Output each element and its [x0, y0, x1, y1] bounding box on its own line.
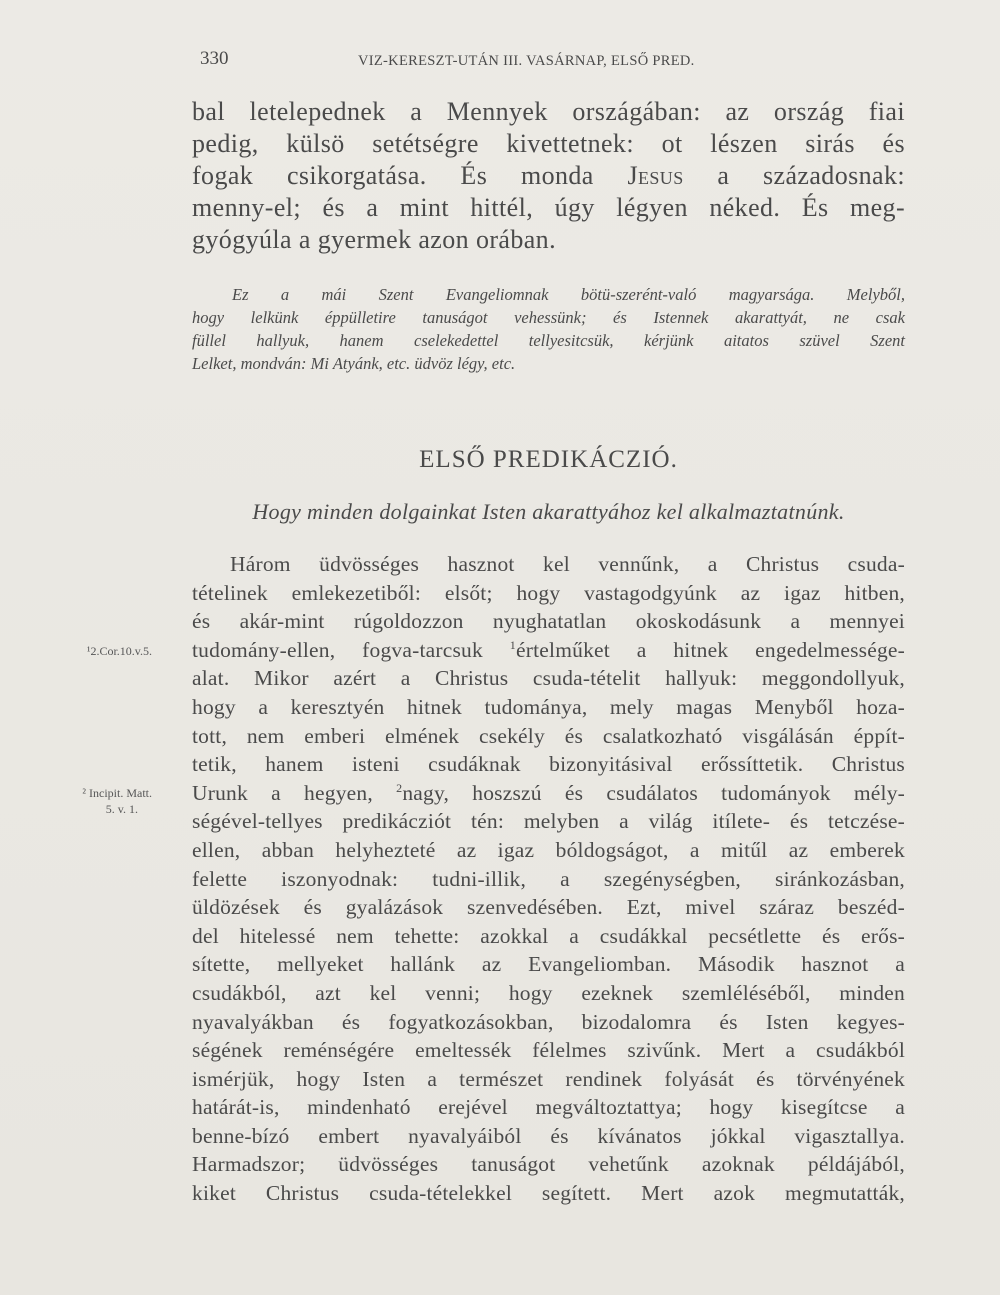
text-line: ellen, abban helyhezteté az igaz bóldogságot, a mitűl az emberek [192, 837, 905, 862]
introduction-paragraph [192, 283, 905, 375]
text-segment: Urunk a hegyen, [192, 780, 397, 805]
text-line: ségével-tellyes predikácziót tén: melyben a világ itílete- és tetczése- [192, 809, 905, 834]
text-line: felette iszonyodnak: tudni-illik, a szegénységben, siránkozásban, [192, 866, 905, 891]
text-line [192, 160, 905, 192]
text-line: és akár-mint rúgoldozzon nyughatatlan okoskodásunk a mennyei [192, 609, 905, 634]
text-line: benne-bízó embert nyavalyáiból és kívánatos jókkal vigasztallya. [192, 1123, 905, 1148]
text-line: menny-el; és a mint hittél, úgy légyen néked. És meg- [192, 193, 905, 222]
section-title: ELSŐ PREDIKÁCZIÓ. [419, 446, 678, 473]
margin-note: ¹2.Cor.10.v.5. [86, 644, 152, 658]
text-line: tételinek emlekezetiből: elsőt; hogy vastagodgyúnk az igaz hitben, [192, 580, 905, 605]
text-line: tott, nem emberi elmének csekély és csalatkozható visgálásán éppít- [192, 723, 905, 748]
text-line: pedig, külsö setétségre kivettetnek: ot lészen sirás és [192, 129, 905, 158]
text-line: Harmadszor; üdvösséges tanuságot vehetűnk azoknak példájából, [192, 1152, 905, 1177]
jesus-name: Jesus [627, 161, 684, 190]
text-line: sítette, mellyeket hallánk az Evangeliomban. Második hasznot a [192, 952, 905, 977]
running-header [0, 44, 1000, 74]
text-segment: fogak csikorgatása. És monda [192, 161, 628, 190]
text-line: csudákból, azt kel venni; hogy ezeknek szemléléséből, minden [192, 980, 905, 1005]
sermon-body-paragraph [192, 550, 905, 1208]
text-line [192, 779, 905, 808]
running-head-title: VIZ-KERESZT-UTÁN III. VASÁRNAP, ELSŐ PRED. [358, 53, 695, 69]
text-segment: nagy, hoszszú és csudálatos tudományok mély- [402, 780, 906, 805]
text-line: Három üdvösséges hasznot kel vennűnk, a Christus csuda- [230, 552, 905, 576]
text-line: ségének reménségére emeltessék félelmes szivűnk. Mert a csudákból [192, 1038, 905, 1063]
footnote-marker: 2 [396, 780, 403, 795]
margin-note: ² Incipit. Matt. [82, 786, 152, 800]
text-line: ismérjük, hogy Isten a természet rendinek folyását és törvényének [192, 1066, 905, 1091]
text-line: nyavalyákban és fogyatkozásokban, bizodalomra és Isten kegyes- [192, 1009, 905, 1034]
text-line: határát-is, mindenható erejével megváltoztattya; hogy kisegítcse a [192, 1095, 905, 1120]
text-line: hogy lelkünk éppülletire tanuságot vehessünk; és Istennek akarattyát, ne csak [192, 308, 905, 327]
text-line: Lelket, mondván: Mi Atyánk, etc. üdvöz légy, etc. [192, 354, 516, 373]
footnote-marker: 1 [509, 637, 516, 652]
text-line: bal letelepednek a Mennyek országában: az ország fiai [192, 97, 905, 126]
text-line: üldözések és gyalázások szenvedésében. Ezt, mivel száraz beszéd- [192, 895, 905, 920]
text-segment: tudomány-ellen, fogva-tarcsuk [192, 637, 510, 662]
text-line: gyógyúla a gyermek azon orában. [192, 225, 556, 254]
gospel-text-paragraph [192, 96, 905, 256]
text-line: tetik, hanem isteni csudáknak bizonyitásival erőssíttetik. Christus [192, 752, 905, 777]
text-line: kiket Christus csuda-tételekkel segített. Mert azok megmutatták, [192, 1181, 905, 1206]
text-line: alat. Mikor azért a Christus csuda-tételit hallyuk: meggondollyuk, [192, 666, 905, 691]
margin-note: 5. v. 1. [105, 802, 138, 816]
text-line: füllel hallyuk, hanem cselekedettel tellyesitcsük, kérjünk aitatos szüvel Szent [192, 331, 905, 350]
text-line [192, 636, 905, 665]
text-line: Ez a mái Szent Evangeliomnak bötü-szerént-való magyarsága. Melyből, [232, 285, 905, 304]
section-subtitle: Hogy minden dolgainkat Isten akarattyához kel alkalmaztatnúnk. [252, 499, 845, 524]
page-number: 330 [200, 48, 229, 69]
text-line: del hitelessé nem tehette: azokkal a csudákkal pecsétlette és erős- [192, 923, 905, 948]
text-segment: a századosnak: [683, 161, 905, 190]
text-segment: értelműket a hitnek engedelmessége- [516, 637, 905, 662]
text-line: hogy a keresztyén hitnek tudománya, mely magas Menyből hoza- [192, 694, 905, 719]
